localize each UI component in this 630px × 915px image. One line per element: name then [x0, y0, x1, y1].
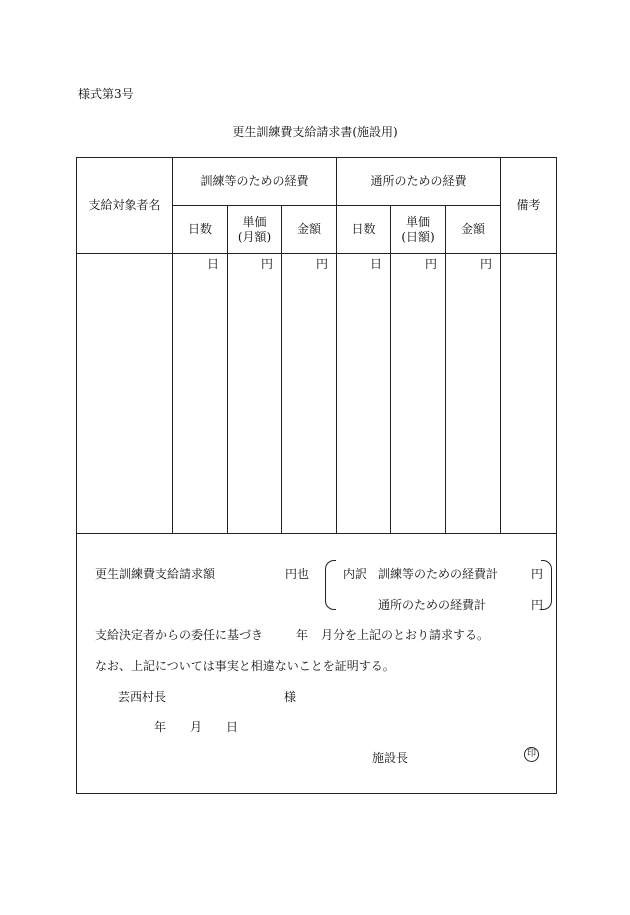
cell-training-unit-price[interactable]: 円 [228, 254, 282, 534]
header-commute-amount: 金額 [446, 206, 501, 254]
header-remarks: 備考 [501, 158, 557, 254]
header-training-amount: 金額 [282, 206, 337, 254]
claim-amount-suffix: 円也 [285, 567, 310, 581]
cell-remarks[interactable] [501, 254, 557, 534]
header-training-unit-price [228, 206, 282, 254]
header-training-expenses: 訓練等のための経費 [173, 158, 337, 206]
cell-commute-amount[interactable]: 円 [446, 254, 501, 534]
document-title: 更生訓練費支給請求書(施設用) [232, 125, 398, 139]
claim-amount-label: 更生訓練費支給請求額 [95, 567, 216, 581]
header-commute-expenses: 通所のための経費 [337, 158, 501, 206]
breakdown-label: 内訳 [343, 567, 368, 581]
expense-table [76, 157, 557, 534]
header-unit-price-monthly: (月額) [237, 229, 272, 244]
addressee-honorific: 様 [284, 690, 297, 704]
cell-recipient-name[interactable] [77, 254, 173, 534]
breakdown-commute-total: 通所のための経費計 [378, 598, 487, 612]
delegation-statement: 支給決定者からの委任に基づき [95, 628, 264, 642]
breakdown-training-total: 訓練等のための経費計 [378, 567, 499, 581]
header-commute-days: 日数 [337, 206, 391, 254]
statement-year: 年 [296, 628, 309, 642]
header-recipient-name: 支給対象者名 [77, 158, 173, 254]
form-number: 様式第3号 [78, 87, 134, 101]
statement-month: 月分を上記のとおり請求する。 [321, 628, 490, 642]
cell-training-days[interactable]: 日 [173, 254, 228, 534]
header-unit-price-daily: (日額) [401, 229, 435, 244]
breakdown-training-yen: 円 [531, 567, 544, 581]
header-unit-price-label: 単価 [242, 214, 267, 229]
header-commute-unit-price [391, 206, 446, 254]
signature-title: 施設長 [372, 751, 409, 765]
date-year: 年 [154, 720, 167, 734]
cell-commute-unit-price[interactable]: 円 [391, 254, 446, 534]
breakdown-left-bracket [325, 560, 336, 610]
seal-mark: 印 [524, 747, 539, 762]
header-training-days: 日数 [173, 206, 228, 254]
cell-training-amount[interactable]: 円 [282, 254, 337, 534]
addressee-name: 芸西村長 [118, 690, 167, 704]
certification-statement: なお、上記については事実と相違ないことを証明する。 [95, 659, 395, 673]
date-month: 月 [190, 720, 203, 734]
header-unit-price-label: 単価 [406, 214, 431, 229]
breakdown-commute-yen: 円 [531, 598, 544, 612]
date-day: 日 [226, 720, 239, 734]
cell-commute-days[interactable]: 日 [337, 254, 391, 534]
